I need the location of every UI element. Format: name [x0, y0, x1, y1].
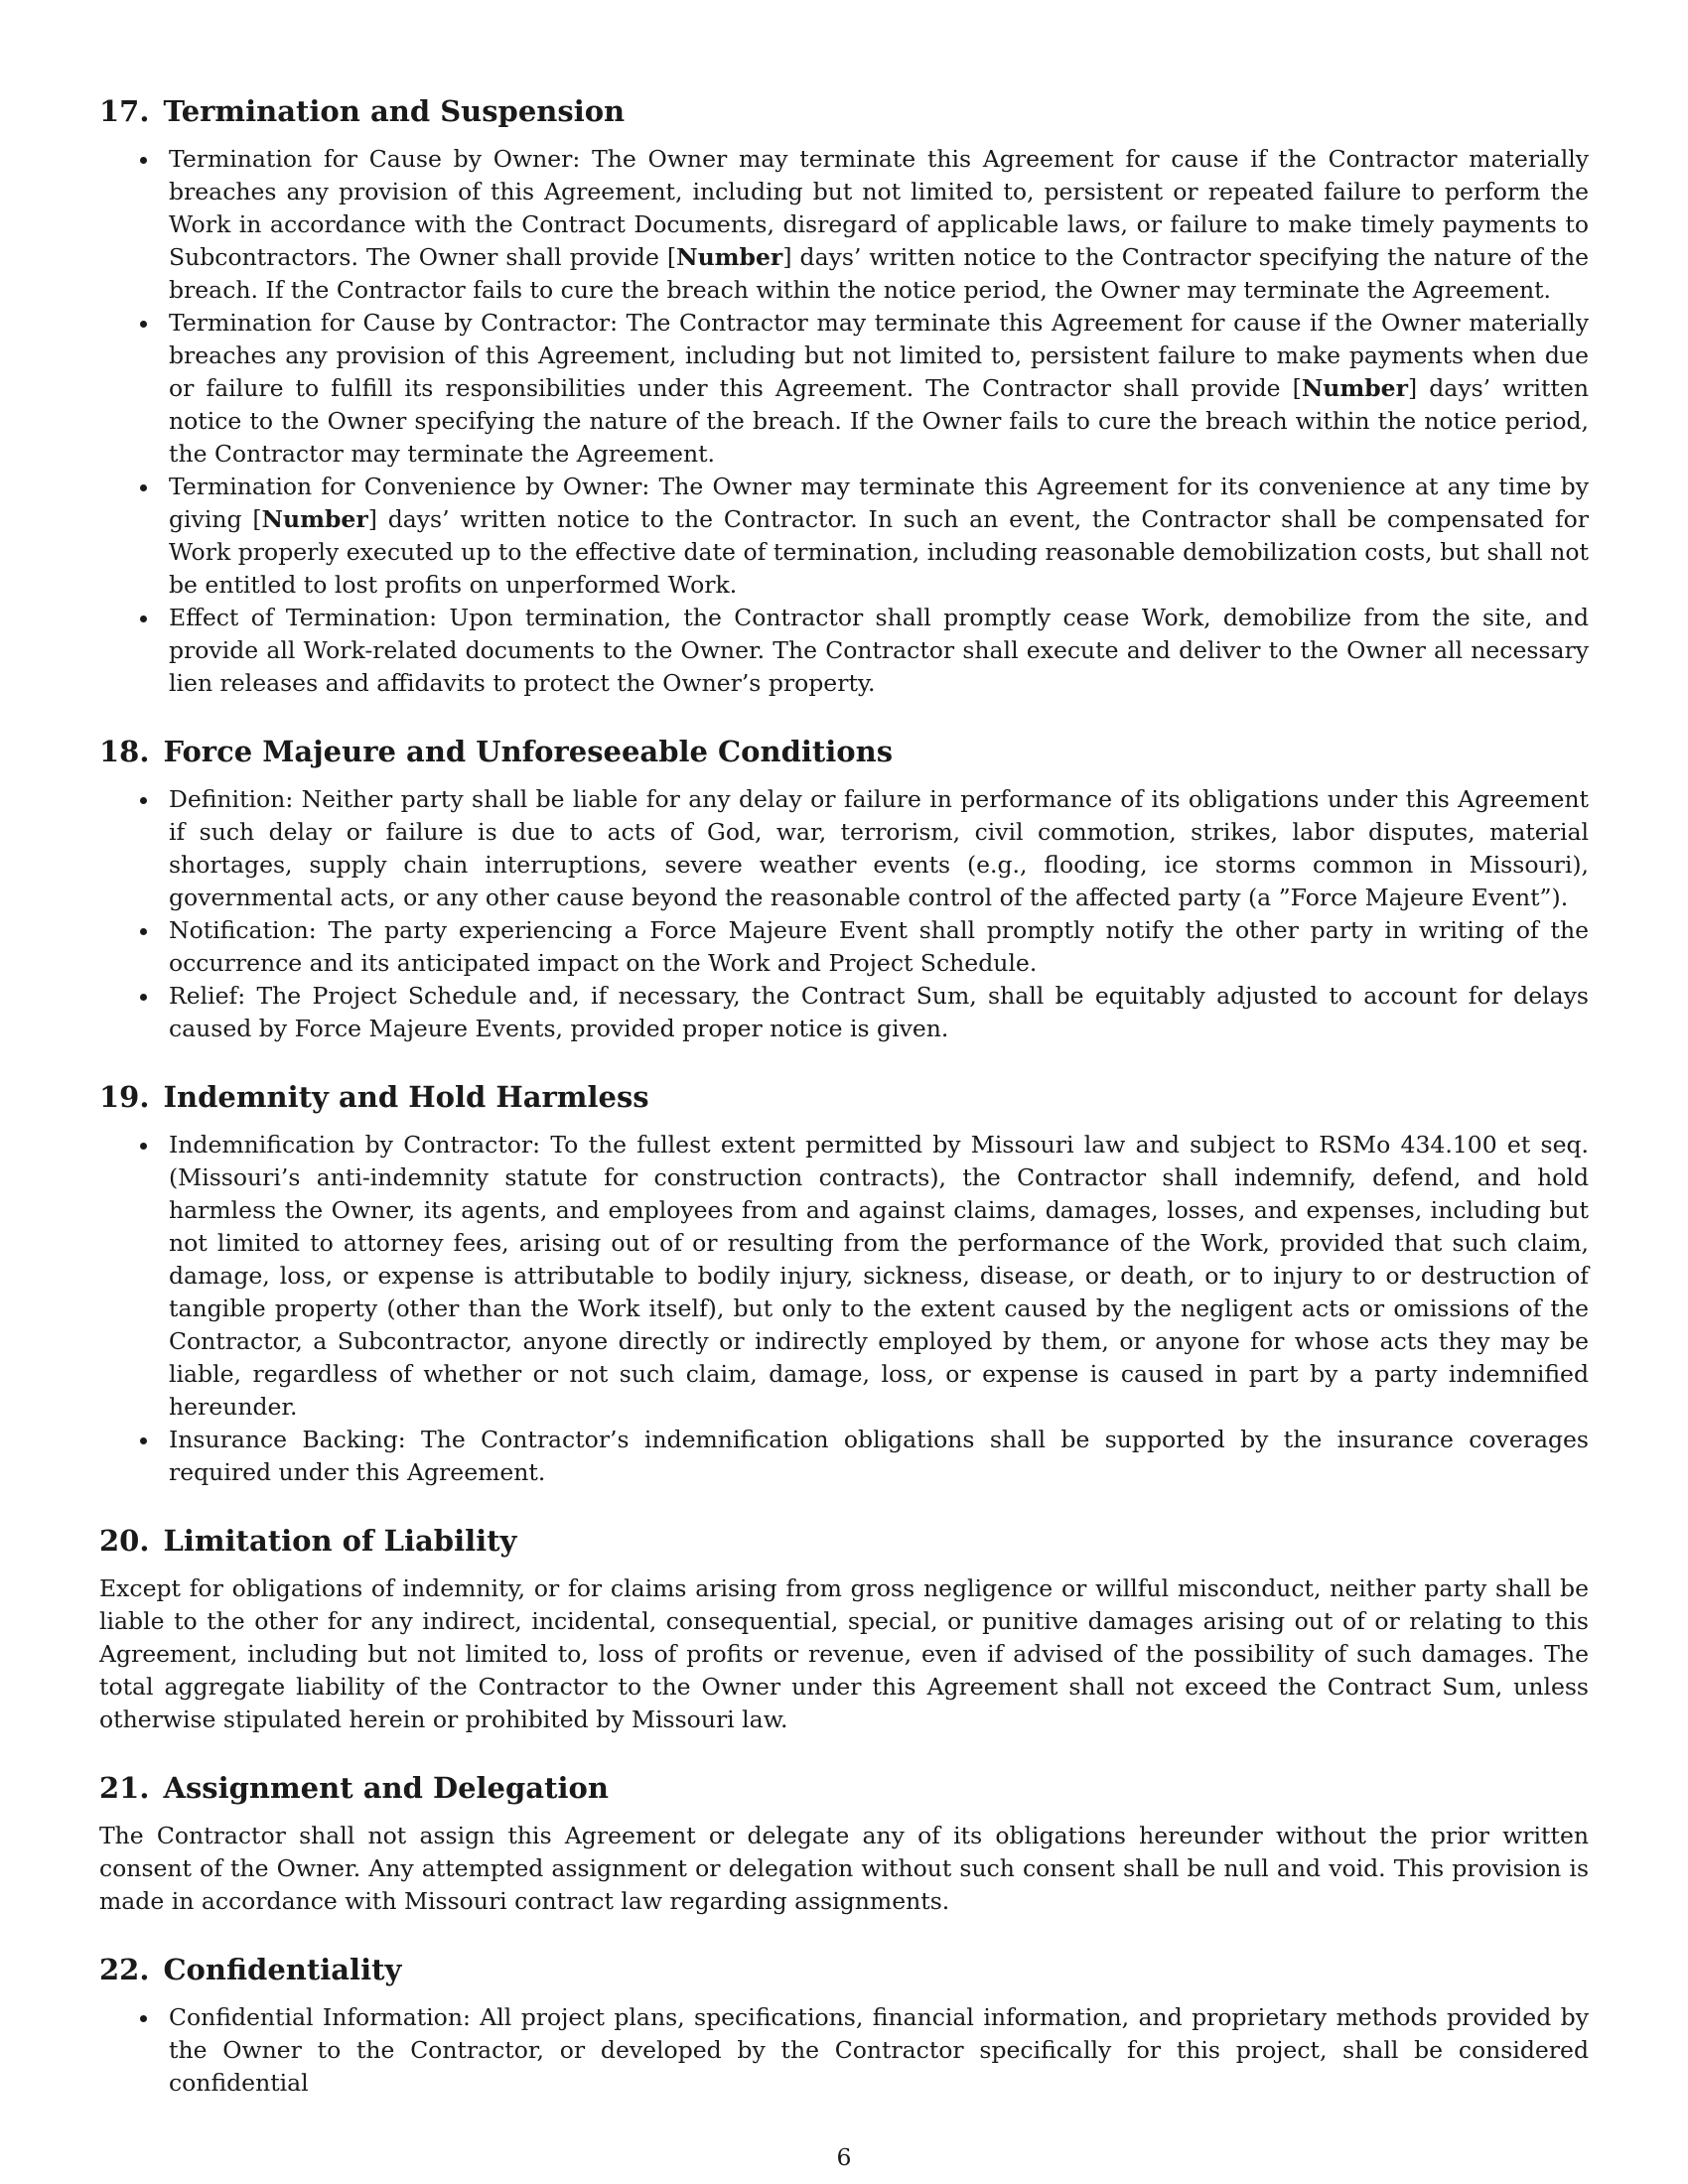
section-number: 18. [99, 735, 150, 768]
section-heading [99, 1077, 1589, 1117]
item-text: Termination for Cause by Owner: The Owner may terminate this Agreement for cause if the Contractor materially breaches any provision of this Agreement, including but not limited to, persistent or repeated failure to perform the Work in accordance with the Contract Documents, disregard of applicable laws, or failure to make timely payments to Subcontractors. The Owner shall provide [ [169, 145, 1589, 271]
bullet-list [99, 783, 1589, 1045]
section-title: Termination and Suspension [163, 94, 626, 128]
placeholder-number: Number [261, 505, 368, 533]
section-number: 21. [99, 1771, 150, 1805]
list-item [99, 471, 1589, 602]
section-heading [99, 1950, 1589, 1989]
section-heading [99, 91, 1589, 131]
section-number: 22. [99, 1953, 150, 1986]
section-heading [99, 732, 1589, 771]
list-item: Effect of Termination: Upon termination, the Contractor shall promptly cease Work, demobilize from the site, and provide all Work-related documents to the Owner. The Contractor shall execute and deliver to the Owner all necessary lien releases and affidavits to protect the Owner’s property. [99, 602, 1589, 700]
item-text: Termination for Convenience by Owner: The Owner may terminate this Agreement for its convenience at any time by giving [ [169, 473, 1589, 533]
section-indemnity [99, 1077, 1589, 1489]
section-paragraph: Except for obligations of indemnity, or for claims arising from gross negligence or willful misconduct, neither party shall be liable to the other for any indirect, incidental, consequential, special, or punitive damages arising out of or relating to this Agreement, including but not limited to, loss of profits or revenue, even if advised of the possibility of such damages. The total aggregate liability of the Contractor to the Owner under this Agreement shall not exceed the Contract Sum, unless otherwise stipulated herein or prohibited by Missouri law. [99, 1574, 1589, 1733]
section-force-majeure [99, 732, 1589, 1045]
list-item: Notification: The party experiencing a Force Majeure Event shall promptly notify the other party in writing of the occurrence and its anticipated impact on the Work and Project Schedule. [99, 914, 1589, 980]
item-text: ] days’ written notice to the Contractor specifying the nature of the breach. If the Contractor fails to cure the breach within the notice period, the Owner may terminate the Agreement. [169, 243, 1589, 304]
section-title: Indemnity and Hold Harmless [163, 1080, 649, 1114]
list-item: Definition: Neither party shall be liable for any delay or failure in performance of its obligations under this Agreement if such delay or failure is due to acts of God, war, terrorism, civil commotion, strikes, labor disputes, material shortages, supply chain interruptions, severe weather events (e.g., flooding, ice storms common in Missouri), governmental acts, or any other cause beyond the reasonable control of the affected party (a ”Force Majeure Event”). [99, 783, 1589, 914]
list-item: Confidential Information: All project plans, specifications, financial information, and proprietary methods provided by the Owner to the Contractor, or developed by the Contractor specifically for this project, shall be considered confidential [99, 2001, 1589, 2100]
bullet-list [99, 2001, 1589, 2100]
item-text: ] days’ written notice to the Contractor. In such an event, the Contractor shall be compensated for Work properly executed up to the effective date of termination, including reasonable demobilization costs, but shall not be entitled to lost profits on unperformed Work. [169, 505, 1589, 599]
section-assignment [99, 1768, 1589, 1918]
section-confidentiality [99, 1950, 1589, 2100]
placeholder-number: Number [676, 243, 783, 271]
section-heading [99, 1521, 1589, 1561]
placeholder-number: Number [1301, 374, 1409, 402]
list-item [99, 307, 1589, 471]
item-text: Termination for Cause by Contractor: The Contractor may terminate this Agreement for cause if the Owner materially breaches any provision of this Agreement, including but not limited to, persistent failure to make payments when due or failure to fulfill its responsibilities under this Agreement. The Contractor shall provide [ [169, 309, 1589, 402]
section-limitation-of-liability [99, 1521, 1589, 1736]
bullet-list [99, 1129, 1589, 1489]
document-page [99, 91, 1589, 2100]
bullet-list [99, 143, 1589, 700]
section-number: 19. [99, 1080, 150, 1114]
list-item: Insurance Backing: The Contractor’s indemnification obligations shall be supported by the insurance coverages required under this Agreement. [99, 1424, 1589, 1489]
section-title: Limitation of Liability [163, 1524, 517, 1558]
section-title: Confidentiality [163, 1953, 402, 1986]
list-item: Relief: The Project Schedule and, if necessary, the Contract Sum, shall be equitably adjusted to account for delays caused by Force Majeure Events, provided proper notice is given. [99, 980, 1589, 1045]
section-termination [99, 91, 1589, 700]
section-paragraph: The Contractor shall not assign this Agreement or delegate any of its obligations hereunder without the prior written consent of the Owner. Any attempted assignment or delegation without such consent shall be null and void. This provision is made in accordance with Missouri contract law regarding assignments. [99, 1822, 1589, 1915]
page-number: 6 [836, 2143, 852, 2171]
section-title: Force Majeure and Unforeseeable Conditions [163, 735, 894, 768]
section-heading [99, 1768, 1589, 1808]
item-text: ] days’ written notice to the Owner specifying the nature of the breach. If the Owner fails to cure the breach within the notice period, the Contractor may terminate the Agreement. [169, 374, 1589, 468]
list-item [99, 143, 1589, 307]
section-number: 17. [99, 94, 150, 128]
section-number: 20. [99, 1524, 150, 1558]
list-item: Indemnification by Contractor: To the fullest extent permitted by Missouri law and subject to RSMo 434.100 et seq. (Missouri’s anti-indemnity statute for construction contracts), the Contractor shall indemnify, defend, and hold harmless the Owner, its agents, and employees from and against claims, damages, losses, and expenses, including but not limited to attorney fees, arising out of or resulting from the performance of the Work, provided that such claim, damage, loss, or expense is attributable to bodily injury, sickness, disease, or death, or to injury to or destruction of tangible property (other than the Work itself), but only to the extent caused by the negligent acts or omissions of the Contractor, a Subcontractor, anyone directly or indirectly employed by them, or anyone for whose acts they may be liable, regardless of whether or not such claim, damage, loss, or expense is caused in part by a party indemnified hereunder. [99, 1129, 1589, 1424]
section-title: Assignment and Delegation [163, 1771, 609, 1805]
